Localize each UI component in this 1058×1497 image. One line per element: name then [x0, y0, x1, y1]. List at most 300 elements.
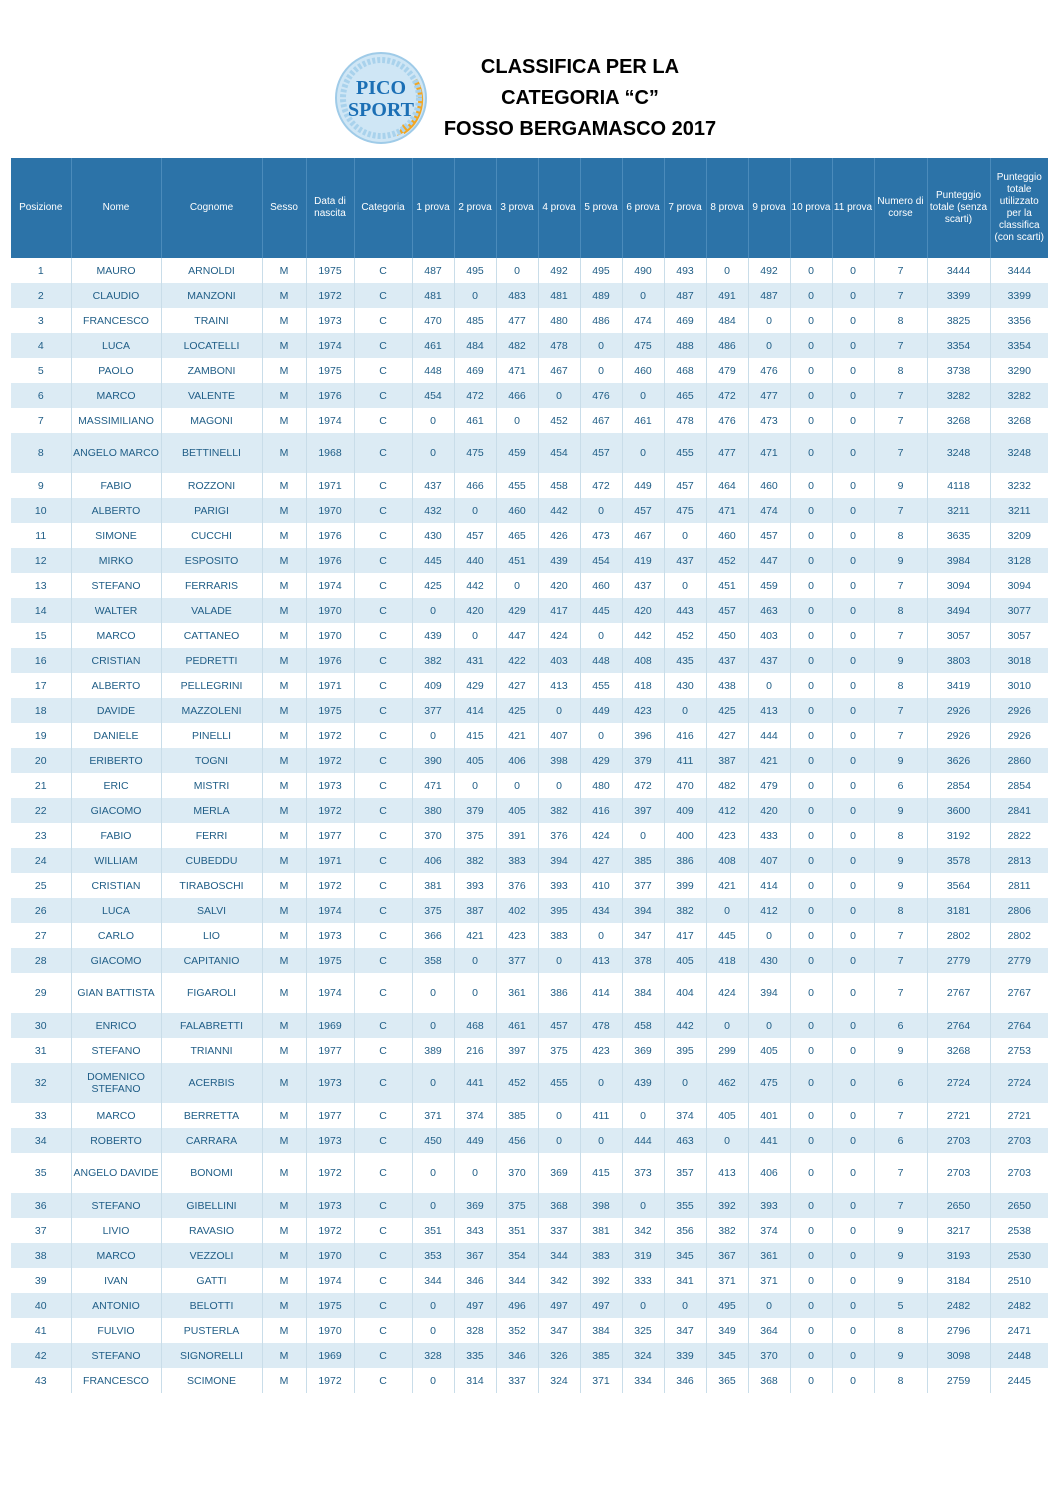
- table-cell: TOGNI: [161, 748, 262, 773]
- table-cell: 0: [832, 433, 874, 473]
- table-cell: 459: [748, 573, 790, 598]
- table-cell: MERLA: [161, 798, 262, 823]
- table-cell: 33: [11, 1103, 71, 1128]
- table-cell: 0: [580, 498, 622, 523]
- table-cell: 2759: [927, 1368, 990, 1393]
- table-cell: 484: [706, 308, 748, 333]
- table-cell: 450: [706, 623, 748, 648]
- table-cell: CATTANEO: [161, 623, 262, 648]
- table-cell: 406: [496, 748, 538, 773]
- table-cell: ERIBERTO: [71, 748, 161, 773]
- table-cell: 420: [748, 798, 790, 823]
- column-header: Data di nascita: [306, 158, 354, 258]
- table-cell: 461: [412, 333, 454, 358]
- table-cell: 333: [622, 1268, 664, 1293]
- table-cell: ALBERTO: [71, 498, 161, 523]
- table-cell: 392: [580, 1268, 622, 1293]
- table-cell: 344: [412, 1268, 454, 1293]
- table-cell: 476: [748, 358, 790, 383]
- table-cell: 438: [706, 673, 748, 698]
- table-cell: 439: [412, 623, 454, 648]
- table-cell: MARCO: [71, 383, 161, 408]
- table-cell: 0: [580, 723, 622, 748]
- table-cell: 405: [496, 798, 538, 823]
- table-cell: C: [354, 798, 412, 823]
- table-cell: 394: [622, 898, 664, 923]
- table-cell: 14: [11, 598, 71, 623]
- table-cell: 0: [790, 748, 832, 773]
- table-cell: 423: [622, 698, 664, 723]
- table-cell: 3193: [927, 1243, 990, 1268]
- table-cell: 374: [664, 1103, 706, 1128]
- table-cell: 0: [832, 408, 874, 433]
- table-cell: 3290: [990, 358, 1048, 383]
- table-cell: 477: [496, 308, 538, 333]
- table-cell: 394: [748, 973, 790, 1013]
- table-cell: 486: [706, 333, 748, 358]
- table-cell: C: [354, 523, 412, 548]
- table-cell: 2841: [990, 798, 1048, 823]
- table-cell: 402: [496, 898, 538, 923]
- table-cell: C: [354, 1153, 412, 1193]
- table-cell: 0: [790, 723, 832, 748]
- table-cell: 7: [874, 408, 927, 433]
- table-cell: 324: [538, 1368, 580, 1393]
- table-cell: 447: [496, 623, 538, 648]
- column-header: 4 prova: [538, 158, 580, 258]
- table-cell: M: [262, 1038, 306, 1063]
- table-cell: 386: [538, 973, 580, 1013]
- table-cell: 8: [874, 1368, 927, 1393]
- table-cell: 2806: [990, 898, 1048, 923]
- table-cell: 1974: [306, 898, 354, 923]
- table-cell: 0: [832, 848, 874, 873]
- table-cell: 0: [454, 283, 496, 308]
- table-cell: 1976: [306, 383, 354, 408]
- table-cell: 0: [790, 383, 832, 408]
- table-cell: 0: [538, 773, 580, 798]
- table-cell: 0: [790, 308, 832, 333]
- table-cell: 0: [454, 1153, 496, 1193]
- table-cell: M: [262, 1153, 306, 1193]
- table-cell: 7: [874, 1103, 927, 1128]
- table-cell: 41: [11, 1318, 71, 1343]
- table-row: [11, 723, 1048, 748]
- table-cell: 344: [538, 1243, 580, 1268]
- table-cell: 414: [748, 873, 790, 898]
- table-cell: 0: [454, 498, 496, 523]
- table-cell: 367: [706, 1243, 748, 1268]
- table-cell: 0: [790, 1013, 832, 1038]
- table-cell: 0: [790, 1063, 832, 1103]
- table-cell: C: [354, 823, 412, 848]
- table-cell: 424: [706, 973, 748, 1013]
- table-cell: 352: [496, 1318, 538, 1343]
- table-cell: 1972: [306, 1368, 354, 1393]
- table-cell: 382: [538, 798, 580, 823]
- table-cell: 437: [664, 548, 706, 573]
- table-cell: 476: [580, 383, 622, 408]
- table-cell: 477: [706, 433, 748, 473]
- table-cell: 3354: [990, 333, 1048, 358]
- table-cell: LIO: [161, 923, 262, 948]
- table-cell: 2448: [990, 1343, 1048, 1368]
- table-cell: 450: [412, 1128, 454, 1153]
- table-cell: 466: [454, 473, 496, 498]
- table-cell: 2482: [927, 1293, 990, 1318]
- table-cell: 1977: [306, 823, 354, 848]
- table-cell: TRIANNI: [161, 1038, 262, 1063]
- table-cell: 38: [11, 1243, 71, 1268]
- table-cell: C: [354, 358, 412, 383]
- table-row: [11, 948, 1048, 973]
- table-row: [11, 1243, 1048, 1268]
- table-cell: 495: [454, 258, 496, 283]
- table-cell: 423: [706, 823, 748, 848]
- table-row: [11, 1103, 1048, 1128]
- table-cell: ANTONIO: [71, 1293, 161, 1318]
- table-cell: 2796: [927, 1318, 990, 1343]
- table-cell: 429: [580, 748, 622, 773]
- table-cell: 454: [580, 548, 622, 573]
- table-cell: 346: [664, 1368, 706, 1393]
- table-cell: CLAUDIO: [71, 283, 161, 308]
- table-cell: 0: [748, 923, 790, 948]
- table-cell: C: [354, 1268, 412, 1293]
- table-cell: 6: [874, 773, 927, 798]
- table-cell: 0: [622, 1103, 664, 1128]
- ranking-table: [11, 158, 1048, 1393]
- table-cell: 314: [454, 1368, 496, 1393]
- table-cell: M: [262, 1103, 306, 1128]
- table-cell: 3094: [990, 573, 1048, 598]
- table-cell: 0: [832, 648, 874, 673]
- table-cell: 0: [832, 923, 874, 948]
- table-cell: M: [262, 1343, 306, 1368]
- table-cell: 382: [412, 648, 454, 673]
- table-cell: 3211: [927, 498, 990, 523]
- table-cell: 0: [748, 333, 790, 358]
- table-cell: 0: [790, 698, 832, 723]
- table-cell: 0: [412, 723, 454, 748]
- table-cell: 0: [706, 898, 748, 923]
- table-cell: 457: [538, 1013, 580, 1038]
- table-cell: 385: [622, 848, 664, 873]
- column-header: 10 prova: [790, 158, 832, 258]
- table-row: [11, 498, 1048, 523]
- page-title: [430, 52, 730, 145]
- table-cell: 2926: [927, 698, 990, 723]
- table-cell: FABIO: [71, 473, 161, 498]
- table-cell: ANGELO DAVIDE: [71, 1153, 161, 1193]
- table-cell: 2721: [990, 1103, 1048, 1128]
- svg-text:PICO: PICO: [356, 77, 406, 99]
- table-cell: 356: [664, 1218, 706, 1243]
- table-cell: 343: [454, 1218, 496, 1243]
- table-cell: C: [354, 698, 412, 723]
- table-cell: 395: [664, 1038, 706, 1063]
- table-cell: 0: [790, 573, 832, 598]
- table-cell: BETTINELLI: [161, 433, 262, 473]
- table-cell: 406: [748, 1153, 790, 1193]
- table-cell: M: [262, 1268, 306, 1293]
- table-cell: 0: [832, 773, 874, 798]
- table-row: [11, 1218, 1048, 1243]
- column-header: 1 prova: [412, 158, 454, 258]
- table-cell: 468: [454, 1013, 496, 1038]
- table-row: [11, 623, 1048, 648]
- table-row: [11, 283, 1048, 308]
- table-cell: 418: [706, 948, 748, 973]
- table-cell: 0: [706, 258, 748, 283]
- column-header: Cognome: [161, 158, 262, 258]
- table-cell: 442: [538, 498, 580, 523]
- table-cell: 347: [622, 923, 664, 948]
- table-cell: 457: [622, 498, 664, 523]
- table-cell: 0: [832, 1063, 874, 1103]
- table-cell: 0: [622, 383, 664, 408]
- table-cell: 484: [454, 333, 496, 358]
- table-cell: 381: [580, 1218, 622, 1243]
- table-cell: C: [354, 1293, 412, 1318]
- table-cell: 0: [538, 383, 580, 408]
- table-cell: FERRI: [161, 823, 262, 848]
- table-cell: C: [354, 548, 412, 573]
- table-cell: 1977: [306, 1103, 354, 1128]
- table-cell: 0: [832, 748, 874, 773]
- table-cell: 1973: [306, 1128, 354, 1153]
- table-cell: 374: [454, 1103, 496, 1128]
- table-cell: ACERBIS: [161, 1063, 262, 1103]
- column-header: Nome: [71, 158, 161, 258]
- table-cell: DANIELE: [71, 723, 161, 748]
- table-cell: 445: [706, 923, 748, 948]
- table-cell: 1975: [306, 948, 354, 973]
- table-cell: 1972: [306, 1153, 354, 1193]
- table-cell: 386: [664, 848, 706, 873]
- table-cell: 0: [790, 898, 832, 923]
- table-cell: PELLEGRINI: [161, 673, 262, 698]
- table-cell: 3444: [927, 258, 990, 283]
- table-cell: 328: [454, 1318, 496, 1343]
- table-cell: 491: [706, 283, 748, 308]
- table-row: [11, 1368, 1048, 1393]
- table-cell: 2: [11, 283, 71, 308]
- table-cell: ALBERTO: [71, 673, 161, 698]
- table-cell: 370: [748, 1343, 790, 1368]
- table-cell: 0: [832, 898, 874, 923]
- table-cell: 0: [790, 498, 832, 523]
- table-cell: 3077: [990, 598, 1048, 623]
- table-cell: 411: [664, 748, 706, 773]
- table-cell: 407: [538, 723, 580, 748]
- table-cell: 0: [790, 948, 832, 973]
- table-cell: 19: [11, 723, 71, 748]
- table-cell: 0: [454, 948, 496, 973]
- table-cell: 35: [11, 1153, 71, 1193]
- table-cell: 449: [454, 1128, 496, 1153]
- table-row: [11, 523, 1048, 548]
- table-cell: 394: [538, 848, 580, 873]
- table-cell: 376: [538, 823, 580, 848]
- table-cell: 9: [874, 1038, 927, 1063]
- table-cell: 0: [832, 1193, 874, 1218]
- table-cell: 0: [496, 258, 538, 283]
- table-cell: 473: [580, 523, 622, 548]
- table-cell: 444: [748, 723, 790, 748]
- table-cell: PEDRETTI: [161, 648, 262, 673]
- table-cell: 399: [664, 873, 706, 898]
- table-cell: M: [262, 258, 306, 283]
- table-cell: 426: [538, 523, 580, 548]
- table-cell: 383: [538, 923, 580, 948]
- table-row: [11, 698, 1048, 723]
- table-cell: 3399: [990, 283, 1048, 308]
- table-cell: 393: [454, 873, 496, 898]
- table-cell: 29: [11, 973, 71, 1013]
- table-cell: 24: [11, 848, 71, 873]
- table-cell: 0: [496, 773, 538, 798]
- table-cell: 349: [706, 1318, 748, 1343]
- table-cell: 1968: [306, 433, 354, 473]
- table-cell: 375: [496, 1193, 538, 1218]
- table-cell: 7: [874, 283, 927, 308]
- table-cell: 0: [790, 433, 832, 473]
- table-cell: 37: [11, 1218, 71, 1243]
- table-cell: 461: [496, 1013, 538, 1038]
- table-cell: 0: [832, 1128, 874, 1153]
- table-cell: 466: [496, 383, 538, 408]
- table-row: [11, 473, 1048, 498]
- table-cell: 31: [11, 1038, 71, 1063]
- table-cell: 0: [832, 673, 874, 698]
- table-cell: DOMENICO STEFANO: [71, 1063, 161, 1103]
- table-cell: 42: [11, 1343, 71, 1368]
- table-cell: 0: [664, 523, 706, 548]
- table-cell: 429: [454, 673, 496, 698]
- table-cell: C: [354, 383, 412, 408]
- table-cell: 0: [412, 973, 454, 1013]
- table-cell: 408: [706, 848, 748, 873]
- table-cell: 472: [454, 383, 496, 408]
- table-cell: ROZZONI: [161, 473, 262, 498]
- table-cell: 3354: [927, 333, 990, 358]
- table-row: [11, 1038, 1048, 1063]
- table-cell: LIVIO: [71, 1218, 161, 1243]
- table-cell: MAZZOLENI: [161, 698, 262, 723]
- table-cell: 25: [11, 873, 71, 898]
- table-row: [11, 308, 1048, 333]
- table-cell: 2724: [990, 1063, 1048, 1103]
- table-cell: 334: [622, 1368, 664, 1393]
- table-cell: 437: [412, 473, 454, 498]
- table-cell: STEFANO: [71, 1193, 161, 1218]
- table-cell: 2538: [990, 1218, 1048, 1243]
- table-cell: M: [262, 698, 306, 723]
- table-cell: 0: [622, 823, 664, 848]
- table-cell: M: [262, 623, 306, 648]
- table-cell: 389: [412, 1038, 454, 1063]
- table-cell: 424: [580, 823, 622, 848]
- table-cell: STEFANO: [71, 573, 161, 598]
- table-cell: 0: [790, 358, 832, 383]
- table-cell: 8: [11, 433, 71, 473]
- table-cell: 0: [622, 433, 664, 473]
- table-cell: 461: [622, 408, 664, 433]
- table-cell: GIACOMO: [71, 948, 161, 973]
- table-cell: ARNOLDI: [161, 258, 262, 283]
- table-cell: 413: [706, 1153, 748, 1193]
- table-cell: M: [262, 1293, 306, 1318]
- table-cell: 482: [496, 333, 538, 358]
- table-cell: 361: [496, 973, 538, 1013]
- table-cell: 3282: [927, 383, 990, 408]
- table-cell: 0: [748, 673, 790, 698]
- table-cell: 3217: [927, 1218, 990, 1243]
- table-cell: 411: [580, 1103, 622, 1128]
- table-cell: C: [354, 1103, 412, 1128]
- table-cell: 366: [412, 923, 454, 948]
- table-cell: 476: [706, 408, 748, 433]
- table-cell: 433: [748, 823, 790, 848]
- table-cell: 463: [748, 598, 790, 623]
- table-cell: 409: [664, 798, 706, 823]
- table-cell: 3419: [927, 673, 990, 698]
- table-cell: 0: [496, 408, 538, 433]
- table-cell: 455: [538, 1063, 580, 1103]
- table-cell: 382: [706, 1218, 748, 1243]
- table-cell: 373: [622, 1153, 664, 1193]
- table-cell: M: [262, 283, 306, 308]
- table-cell: 0: [832, 598, 874, 623]
- table-cell: 1975: [306, 698, 354, 723]
- table-cell: CARRARA: [161, 1128, 262, 1153]
- table-cell: 467: [580, 408, 622, 433]
- table-cell: 2860: [990, 748, 1048, 773]
- table-cell: 12: [11, 548, 71, 573]
- column-header: 2 prova: [454, 158, 496, 258]
- table-cell: 1975: [306, 258, 354, 283]
- table-cell: 337: [496, 1368, 538, 1393]
- table-cell: 2482: [990, 1293, 1048, 1318]
- table-cell: 6: [874, 1013, 927, 1038]
- table-cell: M: [262, 383, 306, 408]
- table-cell: 11: [11, 523, 71, 548]
- table-cell: 490: [622, 258, 664, 283]
- table-cell: 0: [832, 698, 874, 723]
- table-cell: M: [262, 973, 306, 1013]
- table-row: [11, 1343, 1048, 1368]
- table-cell: GIAN BATTISTA: [71, 973, 161, 1013]
- table-cell: 1974: [306, 408, 354, 433]
- table-cell: 3248: [990, 433, 1048, 473]
- table-cell: 0: [538, 1128, 580, 1153]
- table-cell: 0: [832, 333, 874, 358]
- table-cell: 346: [496, 1343, 538, 1368]
- table-cell: ENRICO: [71, 1013, 161, 1038]
- table-cell: 2926: [927, 723, 990, 748]
- table-cell: 471: [748, 433, 790, 473]
- table-cell: 0: [790, 548, 832, 573]
- table-cell: 457: [454, 523, 496, 548]
- table-cell: 434: [580, 898, 622, 923]
- table-cell: 405: [664, 948, 706, 973]
- table-cell: 387: [706, 748, 748, 773]
- table-row: [11, 773, 1048, 798]
- table-cell: 380: [412, 798, 454, 823]
- table-cell: M: [262, 1063, 306, 1103]
- table-row: [11, 823, 1048, 848]
